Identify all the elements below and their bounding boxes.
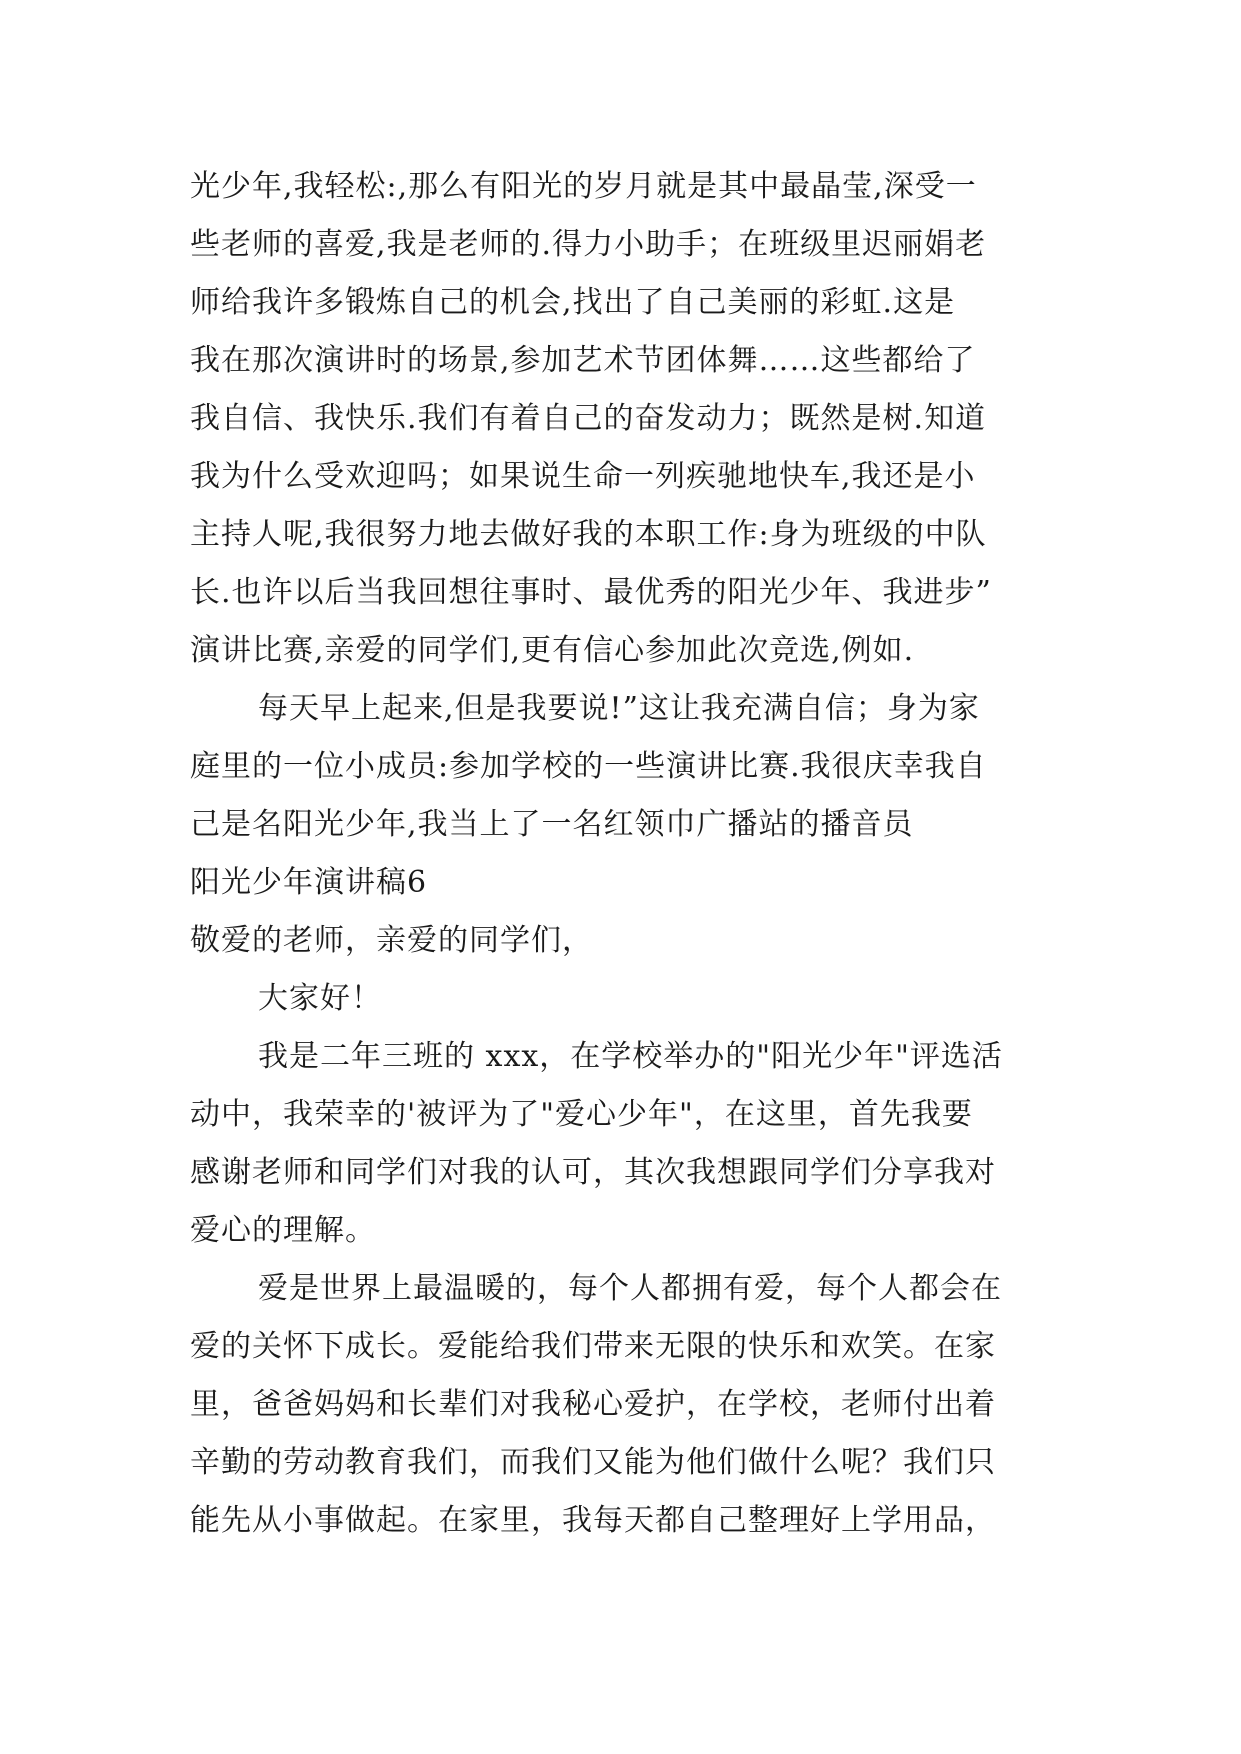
section-title: 阳光少年演讲稿6 xyxy=(190,865,428,900)
text-line: 每天早上起来,但是我要说!”这让我充满自信；身为家 xyxy=(258,691,980,726)
greeting: 大家好！ xyxy=(258,981,382,1016)
text-line: 庭里的一位小成员:参加学校的一些演讲比赛.我很庆幸我自 xyxy=(190,749,987,784)
document-page xyxy=(190,158,1070,1550)
text-line: 爱的关怀下成长。爱能给我们带来无限的快乐和欢笑。在家 xyxy=(190,1329,996,1364)
salutation: 敬爱的老师，亲爱的同学们， xyxy=(190,923,593,958)
text-line: 辛勤的劳动教育我们，而我们又能为他们做什么呢？我们只 xyxy=(190,1445,996,1480)
paragraph-4 xyxy=(190,1260,1070,1550)
text-line: 能先从小事做起。在家里，我每天都自己整理好上学用品， xyxy=(190,1503,996,1538)
text-line: 己是名阳光少年,我当上了一名红领巾广播站的播音员 xyxy=(190,807,914,842)
text-line: 我为什么受欢迎吗；如果说生命一列疾驰地快车,我还是小 xyxy=(190,459,976,494)
paragraph-1 xyxy=(190,158,1070,680)
text-line: 演讲比赛,亲爱的同学们,更有信心参加此次竞选,例如. xyxy=(190,633,915,668)
text-line: 感谢老师和同学们对我的认可，其次我想跟同学们分享我对 xyxy=(190,1155,996,1190)
text-line: 我在那次演讲时的场景,参加艺术节团体舞……这些都给了 xyxy=(190,343,976,378)
text-line: 长.也许以后当我回想往事时、最优秀的阳光少年、我进步” xyxy=(190,575,992,610)
text-line: 我自信、我快乐.我们有着自己的奋发动力；既然是树.知道 xyxy=(190,401,987,436)
text-line: 里，爸爸妈妈和长辈们对我秘心爱护，在学校，老师付出着 xyxy=(190,1387,996,1422)
text-line: 我是二年三班的 xxx，在学校举办的"阳光少年"评选活 xyxy=(258,1039,1003,1074)
text-line: 爱是世界上最温暖的，每个人都拥有爱，每个人都会在 xyxy=(258,1271,1002,1306)
text-line: 主持人呢,我很努力地去做好我的本职工作:身为班级的中队 xyxy=(190,517,987,552)
text-line: 爱心的理解。 xyxy=(190,1213,376,1248)
text-line: 动中，我荣幸的'被评为了"爱心少年"，在这里，首先我要 xyxy=(190,1097,973,1132)
text-line: 光少年,我轻松:,那么有阳光的岁月就是其中最晶莹,深受一 xyxy=(190,169,977,204)
paragraph-3 xyxy=(190,1028,1070,1260)
text-line: 师给我许多锻炼自己的机会,找出了自己美丽的彩虹.这是 xyxy=(190,285,956,320)
paragraph-2 xyxy=(190,680,1070,854)
text-line: 些老师的喜爱,我是老师的.得力小助手；在班级里迟丽娟老 xyxy=(190,227,987,262)
